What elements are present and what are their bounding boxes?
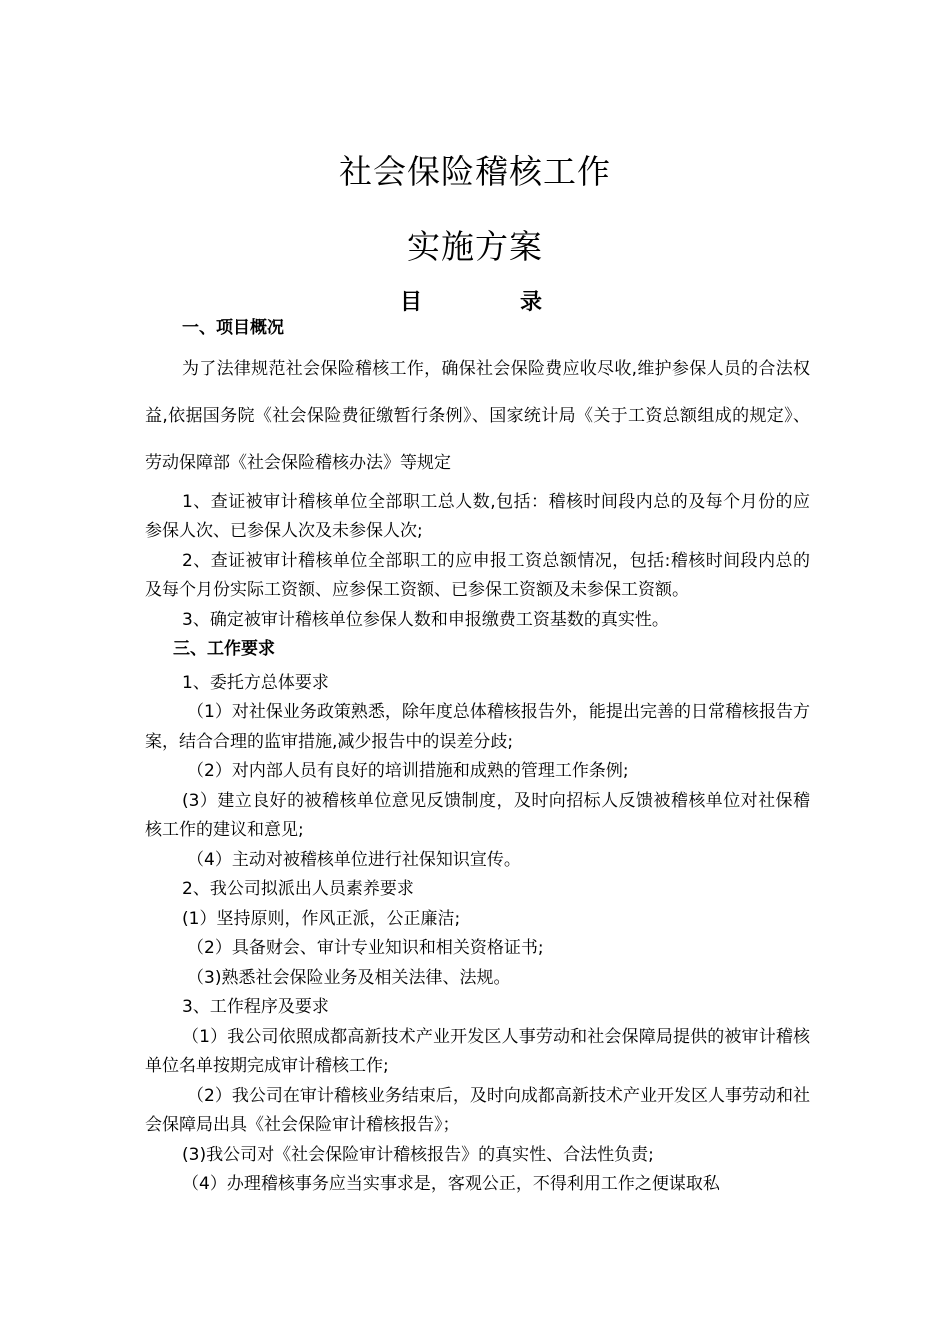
scope-item-2: 2、查证被审计稽核单位全部职工的应申报工资总额情况，包括:稽核时间段内总的及每个月份实际工资额、应参保工资额、已参保工资额及未参保工资额。	[145, 550, 810, 600]
req1-heading: 1、委托方总体要求	[182, 672, 329, 693]
document-body	[145, 314, 810, 1200]
req2-item-3: （3)熟悉社会保险业务及相关法律、法规。	[187, 967, 511, 988]
req3-item-3: (3)我公司对《社会保险审计稽核报告》的真实性、合法性负责;	[182, 1144, 654, 1165]
req2-heading: 2、我公司拟派出人员素养要求	[182, 879, 414, 899]
req1-item-3: (3）建立良好的被稽核单位意见反馈制度，及时向招标人反馈被稽核单位对社保稽核工作的建议和意见;	[145, 790, 810, 840]
section-heading-3: 三、工作要求	[173, 639, 275, 659]
req3-item-4: （4）办理稽核事务应当实事求是，客观公正，不得利用工作之便谋取私	[182, 1174, 720, 1194]
req2-item-1: (1）坚持原则，作风正派，公正廉洁;	[182, 908, 461, 929]
intro-paragraph: 为了法律规范社会保险稽核工作，确保社会保险费应收尽收,维护参保人员的合法权益,依据国务院《社会保险费征缴暂行条例》、国家统计局《关于工资总额组成的规定》、劳动保障部《社会保险稽核办法》等规定	[145, 358, 810, 473]
scope-item-1: 1、查证被审计稽核单位全部职工总人数,包括：稽核时间段内总的及每个月份的应参保人次、已参保人次及未参保人次;	[145, 491, 810, 541]
toc-heading: 目 录	[399, 290, 580, 315]
req1-item-2: （2）对内部人员有良好的培训措施和成熟的管理工作条例;	[187, 761, 629, 781]
req3-item-1: （1）我公司依照成都高新技术产业开发区人事劳动和社会保障局提供的被审计稽核单位名单按期完成审计稽核工作;	[145, 1026, 810, 1076]
req1-item-1: （1）对社保业务政策熟悉，除年度总体稽核报告外，能提出完善的日常稽核报告方案，结合合理的监审措施,减少报告中的误差分歧;	[145, 702, 810, 752]
req2-item-2: （2）具备财会、审计专业知识和相关资格证书;	[187, 938, 544, 958]
req3-heading: 3、工作程序及要求	[182, 997, 329, 1017]
req1-item-4: （4）主动对被稽核单位进行社保知识宣传。	[187, 849, 521, 870]
section-heading-1: 一、项目概况	[182, 318, 284, 338]
title-line-1: 社会保险稽核工作	[339, 152, 611, 191]
req3-item-2: （2）我公司在审计稽核业务结束后，及时向成都高新技术产业开发区人事劳动和社会保障局出具《社会保险审计稽核报告》；	[145, 1085, 810, 1135]
title-line-2: 实施方案	[407, 227, 543, 266]
scope-item-3: 3、确定被审计稽核单位参保人数和申报缴费工资基数的真实性。	[182, 609, 669, 630]
